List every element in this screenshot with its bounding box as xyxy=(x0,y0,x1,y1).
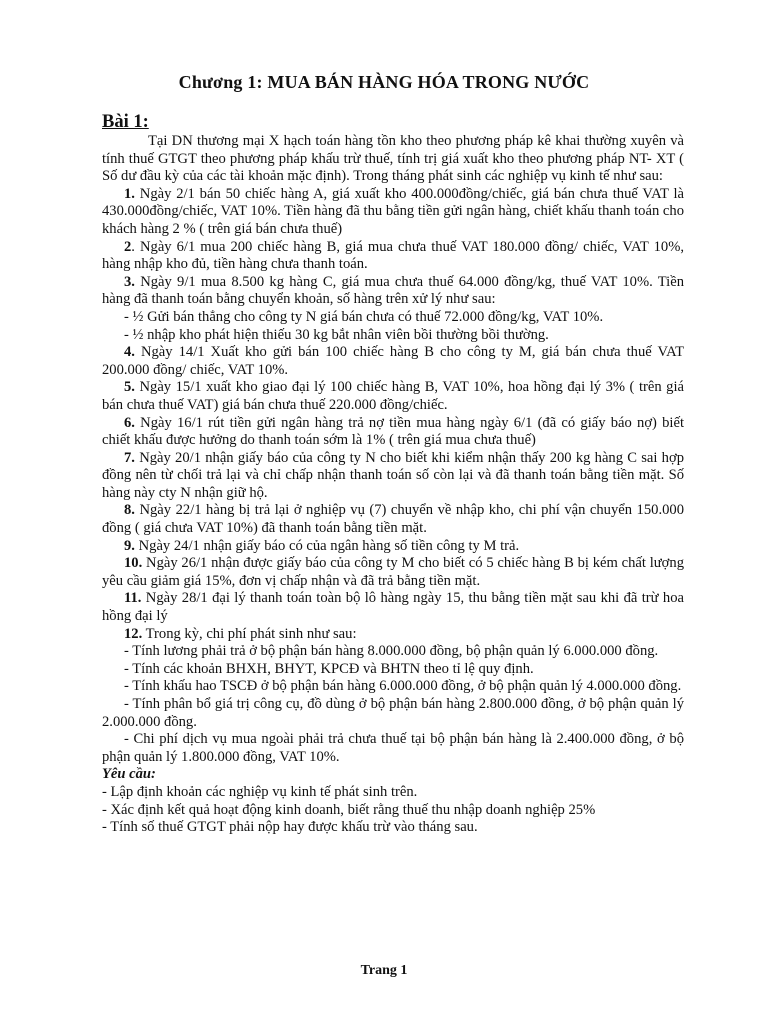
item-text: Ngày 22/1 hàng bị trả lại ở nghiệp vụ (7) chuyển về nhập kho, chi phí vận chuyển 150.000 đồng ( giá chưa VAT 10%) đã thanh toán bằng tiền mặt. xyxy=(102,502,684,537)
item-12-sub-4: - Tính phân bổ giá trị công cụ, đồ dùng ở bộ phận bán hàng 2.800.000 đồng, ở bộ phận quản lý 2.000.000 đồng. xyxy=(102,696,684,730)
item-number: 9. xyxy=(124,537,135,554)
item-text: Ngày 26/1 nhận được giấy báo của công ty M cho biết có 5 chiếc hàng B bị kém chất lượng yêu cầu giảm giá 15%, đơn vị chấp nhận và đã trả bằng tiền mặt. xyxy=(102,555,684,589)
item-text: . Ngày 6/1 mua 200 chiếc hàng B, giá mua chưa thuế VAT 180.000 đồng/ chiếc, VAT 10%, hàng nhập kho đủ, tiền hàng chưa thanh toán. xyxy=(102,238,684,273)
item-number: 3. xyxy=(124,273,135,290)
item-number: 2 xyxy=(124,238,132,255)
page-footer: Trang 1 xyxy=(360,963,408,978)
item-12-sub-5: - Chi phí dịch vụ mua ngoài phải trả chưa thuế tại bộ phận bán hàng là 2.400.000 đồng, ở bộ phận quản lý 1.800.000 đồng, VAT 10%. xyxy=(102,731,684,765)
item-text: Ngày 14/1 Xuất kho gửi bán 100 chiếc hàng B cho công ty M, giá bán chưa thuế VAT 200.000 đồng/ chiếc, VAT 10%. xyxy=(102,344,684,378)
item-4 xyxy=(102,344,684,379)
item-text: Ngày 2/1 bán 50 chiếc hàng A, giá xuất kho 400.000đồng/chiếc, giá bán chưa thuế VAT là 430.000đồng/chiếc, VAT 10%. Tiền hàng đã thu bằng tiền gửi ngân hàng, chiết khấu thanh toán cho khách hàng 2 % ( trên giá bán chưa thuế) xyxy=(102,185,684,237)
item-12-sub-3: - Tính khấu hao TSCĐ ở bộ phận bán hàng 6.000.000 đồng, ở bộ phận quản lý 4.000.000 đồng. xyxy=(124,678,682,695)
item-text: Ngày 20/1 nhận giấy báo của công ty N cho biết khi kiểm nhận thấy 200 kg hàng C sai hợp đồng nên từ chối trả lại và chỉ chấp nhận thanh toán số còn lại và đã thanh toán bằng tiền mặt. Số hàng này cty N nhận giữ hộ. xyxy=(102,449,684,501)
item-6 xyxy=(102,415,684,450)
item-number: 4. xyxy=(124,344,135,361)
item-12-sub-2: - Tính các khoản BHXH, BHYT, KPCĐ và BHTN theo tỉ lệ quy định. xyxy=(124,660,534,677)
item-1 xyxy=(102,186,684,239)
item-10 xyxy=(102,555,684,590)
item-text: Ngày 15/1 xuất kho giao đại lý 100 chiếc hàng B, VAT 10%, hoa hồng đại lý 3% ( trên giá bán chưa thuế VAT) giá bán chưa thuế 220.000 đồng/chiếc. xyxy=(102,379,684,413)
intro-paragraph: Tại DN thương mại X hạch toán hàng tồn kho theo phương pháp kê khai thường xuyên và tính thuế GTGT theo phương pháp khấu trừ thuế, tính trị giá xuất kho theo phương pháp NT- XT ( Số dư đầu kỳ của các tài khoản mặc định). Trong tháng phát sinh các nghiệp vụ kinh tế như sau: xyxy=(102,133,684,185)
item-11 xyxy=(102,590,684,625)
chapter-title: Chương 1: MUA BÁN HÀNG HÓA TRONG NƯỚC xyxy=(178,72,590,92)
item-2 xyxy=(102,239,684,274)
item-5 xyxy=(102,379,684,414)
item-12 xyxy=(102,626,684,644)
item-text: Trong kỳ, chi phí phát sinh như sau: xyxy=(142,625,357,642)
requirement-1: - Lập định khoản các nghiệp vụ kinh tế phát sinh trên. xyxy=(102,783,418,800)
item-text: Ngày 28/1 đại lý thanh toán toàn bộ lô hàng ngày 15, thu bằng tiền mặt sau khi đã trừ hoa hồng đại lý xyxy=(102,590,684,625)
item-3-sub-2: - ½ nhập kho phát hiện thiếu 30 kg bắt nhân viên bồi thường bồi thường. xyxy=(124,326,549,343)
item-9 xyxy=(102,538,684,556)
item-7 xyxy=(102,450,684,503)
item-number: 10. xyxy=(124,555,143,572)
requirement-2: - Xác định kết quả hoạt động kinh doanh, biết rằng thuế thu nhập doanh nghiệp 25% xyxy=(102,801,596,818)
item-3-sub-1: - ½ Gửi bán thẳng cho công ty N giá bán chưa có thuế 72.000 đồng/kg, VAT 10%. xyxy=(124,308,604,325)
item-number: 11. xyxy=(124,590,142,607)
item-3 xyxy=(102,274,684,309)
item-number: 6. xyxy=(124,414,135,431)
item-text: Ngày 9/1 mua 8.500 kg hàng C, giá mua chưa thuế 64.000 đồng/kg, thuế VAT 10%. Tiền hàng đã thanh toán bằng chuyển khoản, số hàng trên xử lý như sau: xyxy=(102,273,684,308)
item-number: 8. xyxy=(124,502,135,519)
item-number: 1. xyxy=(124,185,135,202)
item-text: Ngày 16/1 rút tiền gửi ngân hàng trả nợ tiền mua hàng ngày 6/1 (đã có giấy báo nợ) biết chiết khấu được hưởng do thanh toán sớm là 1% ( trên giá mua chưa thuế) xyxy=(102,414,684,449)
lesson-heading: Bài 1: xyxy=(102,112,149,132)
item-12-sub-1: - Tính lương phải trả ở bộ phận bán hàng 8.000.000 đồng, bộ phận quản lý 6.000.000 đồng. xyxy=(124,643,659,660)
item-number: 7. xyxy=(124,449,135,466)
item-number: 5. xyxy=(124,379,135,396)
requirements-label: Yêu cầu: xyxy=(102,766,156,783)
item-8 xyxy=(102,502,684,537)
item-number: 12. xyxy=(124,625,143,642)
requirement-3: - Tính số thuế GTGT phải nộp hay được khấu trừ vào tháng sau. xyxy=(102,819,478,836)
item-text: Ngày 24/1 nhận giấy báo có của ngân hàng số tiền công ty M trả. xyxy=(134,537,520,554)
document-body xyxy=(102,133,684,837)
